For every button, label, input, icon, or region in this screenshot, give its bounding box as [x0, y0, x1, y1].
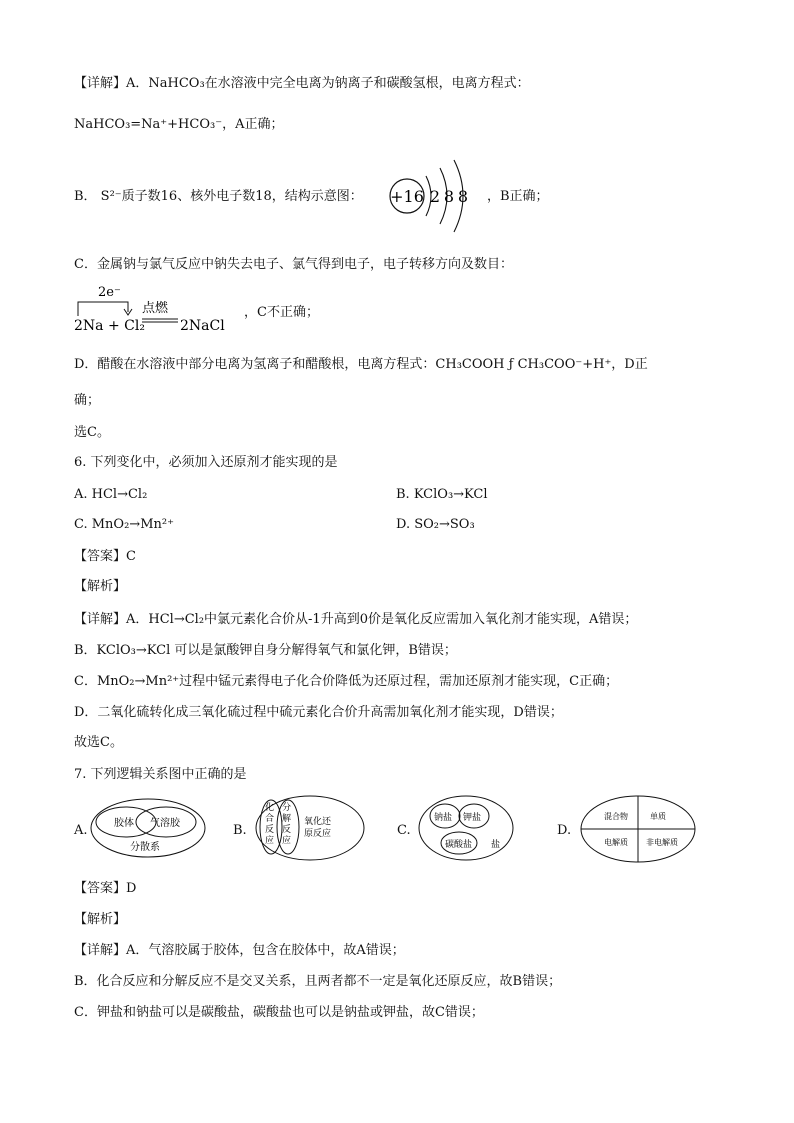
figb-redox-2: 原反应 [304, 829, 332, 839]
figa-colloid: 胶体 [114, 818, 134, 829]
q6-answer: 【答案】C [74, 549, 136, 564]
q6-detail-a: 【详解】A．HCl→Cl₂中氯元素化合价从-1升高到0价是氧化反应需加入氧化剂才能实现，A错误； [74, 612, 638, 627]
q6-choose: 故选C。 [74, 735, 123, 750]
q5-detail-c-result: ，C不正确； [244, 305, 319, 320]
q7-option-b-letter: B. [233, 823, 247, 838]
q6-detail-b: B．KClO₃→KCl 可以是氯酸钾自身分解得氧气和氯化钾，B错误； [74, 643, 457, 658]
svg-text:反: 反 [282, 825, 292, 835]
products: 2NaCl [180, 318, 225, 334]
q7-option-a-letter: A. [74, 823, 88, 838]
reactants: 2Na + Cl₂ [74, 318, 145, 334]
svg-text:解: 解 [282, 814, 292, 824]
q6-detail-c: C．MnO₂→Mn²⁺过程中锰元素得电子化合价降低为还原过程，需加还原剂才能实现，C正确； [74, 674, 619, 689]
figd-element: 单质 [650, 812, 666, 821]
shell-1-electrons: 2 [429, 187, 441, 206]
figure-c-venn [417, 794, 515, 862]
figb-combination: 化 [265, 803, 275, 813]
q6-stem: 6. 下列变化中，必须加入还原剂才能实现的是 [74, 455, 338, 470]
q7-answer: 【答案】D [74, 881, 137, 896]
electron-transfer-equation [72, 282, 242, 334]
q6-analysis: 【解析】 [74, 579, 127, 594]
q5-detail-a-equation: NaHCO₃=Na⁺+HCO₃⁻，A正确； [74, 117, 284, 132]
figa-dispersion: 分散系 [130, 842, 160, 853]
shell-3-electrons: 8 [457, 187, 469, 206]
q6-option-b: B. KClO₃→KCl [396, 487, 488, 502]
figc-carbonate: 碳酸盐 [445, 840, 473, 850]
reaction-condition: 点燃 [142, 301, 169, 316]
figd-electrolyte: 电解质 [604, 838, 628, 847]
q6-option-a: A. HCl→Cl₂ [74, 487, 148, 502]
q7-detail-a: 【详解】A．气溶胶属于胶体，包含在胶体中，故A错误； [74, 943, 405, 958]
figc-potassium-salt: 钾盐 [463, 813, 482, 823]
q5-detail-c-text: C．金属钠与氯气反应中钠失去电子、氯气得到电子，电子转移方向及数目： [74, 257, 513, 272]
figure-b-venn [254, 794, 366, 862]
q5-detail-a-intro: 【详解】A．NaHCO₃在水溶液中完全电离为钠离子和碳酸氢根，电离方程式： [74, 76, 530, 91]
svg-text:应: 应 [265, 836, 275, 846]
q7-detail-c: C．钾盐和钠盐可以是碳酸盐，碳酸盐也可以是钠盐或钾盐，故C错误； [74, 1005, 484, 1020]
figure-a-venn [88, 796, 208, 860]
figb-decomposition: 分 [282, 803, 292, 813]
figc-sodium-salt: 钠盐 [434, 813, 453, 823]
svg-text:合: 合 [265, 814, 275, 824]
q6-option-c: C. MnO₂→Mn²⁺ [74, 517, 174, 532]
figb-redox-1: 氧化还 [304, 817, 332, 827]
q7-option-c-letter: C. [397, 823, 411, 838]
svg-text:反: 反 [265, 825, 275, 835]
q7-option-d-letter: D. [557, 823, 572, 838]
figc-salt: 盐 [491, 840, 501, 850]
figure-d-quadrant [578, 794, 698, 864]
q5-detail-b-result: ，B正确； [487, 189, 549, 204]
figd-non-electrolyte: 非电解质 [646, 838, 678, 847]
q5-choose: 选C。 [74, 425, 110, 440]
q6-option-d: D. SO₂→SO₃ [396, 517, 475, 532]
shell-2-electrons: 8 [443, 187, 455, 206]
atom-structure-diagram [386, 156, 486, 236]
q5-detail-b-text: B． S²⁻质子数16、核外电子数18，结构示意图： [74, 189, 363, 204]
q5-detail-d-cont: 确； [74, 393, 101, 408]
q7-detail-b: B．化合反应和分解反应不是交叉关系，且两者都不一定是氧化还原反应，故B错误； [74, 974, 562, 989]
figa-aerosol: 气溶胶 [150, 818, 180, 829]
q6-detail-d: D．二氧化硫转化成三氧化硫过程中硫元素化合价升高需加氧化剂才能实现，D错误； [74, 705, 563, 720]
q7-analysis: 【解析】 [74, 912, 127, 927]
svg-text:应: 应 [282, 836, 292, 846]
figd-mixture: 混合物 [604, 812, 628, 821]
nucleus-charge: +16 [390, 187, 424, 206]
q5-detail-d-text: D．醋酸在水溶液中部分电离为氢离子和醋酸根，电离方程式：CH₃COOH ƒ CH₃COO⁻+H⁺，D正 [74, 357, 648, 372]
transfer-electrons-label: 2e⁻ [98, 285, 121, 300]
q7-stem: 7. 下列逻辑关系图中正确的是 [74, 767, 247, 782]
